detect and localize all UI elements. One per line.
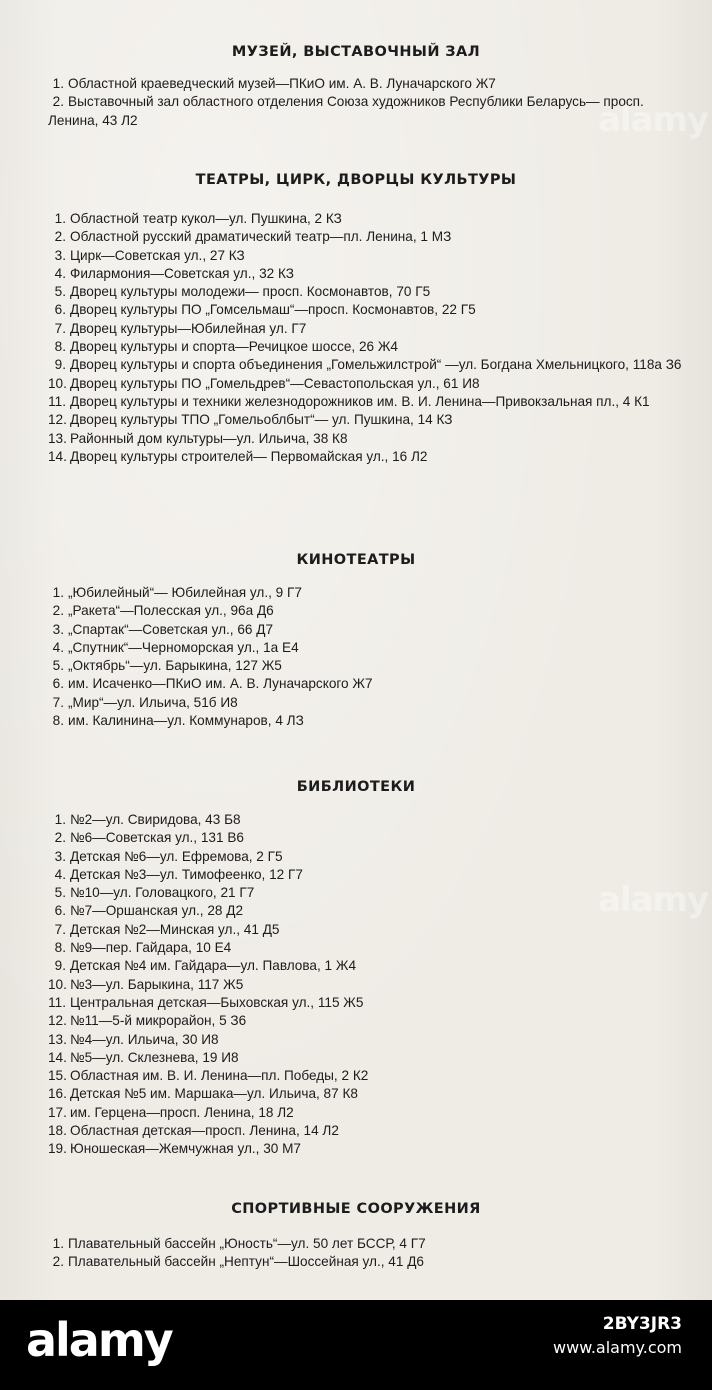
item-number: 3.	[54, 848, 66, 864]
list-item	[48, 675, 688, 693]
list-item	[48, 957, 688, 975]
item-number: 1.	[52, 585, 64, 600]
list-item	[48, 1235, 688, 1253]
section-title-sports: СПОРТИВНЫЕ СООРУЖЕНИЯ	[231, 1201, 481, 1217]
item-text: Плавательный бассейн „Нептун“—Шоссейная ул., 41 Д6	[68, 1254, 424, 1270]
section-title-museum: МУЗЕЙ, ВЫСТАВОЧНЫЙ ЗАЛ	[231, 44, 481, 60]
item-number: 5.	[54, 284, 66, 300]
list-item	[48, 1012, 688, 1030]
item-text: №5—ул. Склезнева, 19 И8	[70, 1049, 239, 1065]
item-number: 2.	[54, 229, 66, 245]
list-item	[48, 939, 688, 957]
list-item	[48, 247, 688, 265]
item-number: 5.	[52, 658, 64, 674]
site-url: www.alamy.com	[553, 1338, 682, 1357]
watermark-logo-overlay: alamy	[598, 100, 709, 140]
item-text: Выставочный зал областного отделения Союза художников Республики Беларусь— просп. Ленина, 43 Л2	[48, 94, 644, 128]
item-text: Детская №2—Минская ул., 41 Д5	[70, 921, 280, 937]
item-text: Дворец культуры ПО „Гомсельмаш“—просп. Космонавтов, 22 Г5	[70, 302, 476, 318]
item-text: „Мир“—ул. Ильича, 51б И8	[68, 694, 238, 710]
item-number: 2.	[52, 1254, 64, 1270]
item-number: 13.	[48, 430, 67, 446]
item-number: 7.	[54, 921, 66, 937]
section-title-libraries: БИБЛИОТЕКИ	[296, 779, 416, 795]
item-text: Цирк—Советская ул., 27 КЗ	[70, 247, 245, 263]
item-text: Детская №3—ул. Тимофеенко, 12 Г7	[70, 866, 303, 882]
item-text: Дворец культуры молодежи— просп. Космонавтов, 70 Г5	[70, 284, 431, 300]
section-title-theatres: ТЕАТРЫ, ЦИРК, ДВОРЦЫ КУЛЬТУРЫ	[195, 172, 517, 188]
item-number: 14.	[48, 1049, 67, 1065]
list-item	[48, 829, 688, 847]
watermark-logo-overlay: alamy	[598, 880, 709, 920]
item-text: №3—ул. Барыкина, 117 Ж5	[70, 976, 244, 992]
item-number: 1.	[54, 211, 66, 226]
item-number: 1.	[52, 76, 64, 91]
watermark-footer-bar	[0, 1300, 712, 1390]
item-number: 6.	[54, 903, 66, 919]
sports-list	[48, 1235, 688, 1272]
item-text: Дворец культуры и спорта—Речицкое шоссе, 26 Ж4	[70, 339, 398, 355]
item-text: Областной русский драматический театр—пл. Ленина, 1 МЗ	[70, 229, 452, 245]
item-number: 11.	[48, 393, 66, 409]
list-item	[48, 884, 688, 902]
item-text: Дворец культуры—Юбилейная ул. Г7	[70, 320, 307, 336]
item-text: Дворец культуры ТПО „Гомельоблбыт“— ул. Пушкина, 14 КЗ	[70, 412, 453, 428]
list-item	[48, 1253, 688, 1271]
item-number: 9.	[54, 958, 66, 974]
item-number: 12.	[48, 412, 67, 428]
list-item	[48, 320, 688, 338]
item-text: Дворец культуры и спорта объединения „Гомельжилстрой“ —ул. Богдана Хмельницкого, 118а З6	[70, 357, 682, 373]
item-text: Районный дом культуры—ул. Ильича, 38 К8	[70, 430, 348, 446]
list-item	[48, 375, 688, 393]
item-number: 4.	[52, 639, 64, 655]
list-item	[48, 1031, 688, 1049]
item-text: Областной краеведческий музей—ПКиО им. А. В. Луначарского Ж7	[68, 76, 496, 91]
item-number: 7.	[54, 320, 66, 336]
list-item	[48, 639, 688, 657]
item-text: Детская №6—ул. Ефремова, 2 Г5	[70, 848, 283, 864]
list-item	[48, 1049, 688, 1067]
item-number: 13.	[48, 1031, 67, 1047]
item-text: „Спутник“—Черноморская ул., 1а Е4	[68, 639, 299, 655]
list-item	[48, 1085, 688, 1103]
list-item	[48, 411, 688, 429]
list-item	[48, 921, 688, 939]
item-number: 10.	[48, 375, 67, 391]
item-number: 1.	[52, 1236, 64, 1251]
list-item	[48, 265, 688, 283]
section-title-cinemas: КИНОТЕАТРЫ	[296, 552, 416, 568]
item-text: Областной театр кукол—ул. Пушкина, 2 КЗ	[70, 211, 342, 226]
list-item	[48, 866, 688, 884]
item-number: 17.	[48, 1104, 67, 1120]
item-text: „Спартак“—Советская ул., 66 Д7	[68, 621, 274, 637]
list-item	[48, 1067, 688, 1085]
item-number: 8.	[52, 713, 64, 729]
item-text: „Октябрь“—ул. Барыкина, 127 Ж5	[68, 658, 282, 674]
item-number: 8.	[54, 339, 66, 355]
item-text: Дворец культуры строителей— Первомайская ул., 16 Л2	[70, 448, 428, 464]
list-item	[48, 584, 688, 602]
item-number: 16.	[48, 1086, 67, 1102]
item-text: №9—пер. Гайдара, 10 Е4	[70, 940, 232, 956]
item-text: им. Герцена—просп. Ленина, 18 Л2	[70, 1104, 294, 1120]
list-item	[48, 75, 688, 93]
list-item	[48, 430, 688, 448]
item-text: им. Исаченко—ПКиО им. А. В. Луначарского Ж7	[68, 676, 373, 692]
item-text: №11—5-й микрорайон, 5 З6	[70, 1013, 247, 1029]
list-item	[48, 811, 688, 829]
item-text: №2—ул. Свиридова, 43 Б8	[70, 812, 241, 827]
list-item	[48, 602, 688, 620]
item-text: Областная детская—просп. Ленина, 14 Л2	[70, 1123, 339, 1139]
list-item	[48, 657, 688, 675]
image-id: 2BY3JR3	[602, 1314, 682, 1334]
item-text: Центральная детская—Быховская ул., 115 Ж5	[70, 994, 364, 1010]
list-item	[48, 356, 688, 374]
list-item	[48, 228, 688, 246]
item-number: 1.	[54, 812, 66, 827]
item-text: Филармония—Советская ул., 32 КЗ	[70, 265, 294, 281]
item-number: 2.	[52, 603, 64, 619]
item-number: 6.	[52, 676, 64, 692]
list-item	[48, 976, 688, 994]
cinemas-list	[48, 584, 688, 730]
item-number: 4.	[54, 866, 66, 882]
item-text: „Юбилейный“— Юбилейная ул., 9 Г7	[68, 585, 302, 600]
item-text: №7—Оршанская ул., 28 Д2	[70, 903, 244, 919]
brand-logo: alamy	[26, 1313, 172, 1367]
item-text: Детская №5 им. Маршака—ул. Ильича, 87 К8	[70, 1086, 358, 1102]
libraries-list	[48, 811, 688, 1159]
item-text: Дворец культуры и техники железнодорожников им. В. И. Ленина—Привокзальная пл., 4 К1	[70, 393, 650, 409]
item-text: №4—ул. Ильича, 30 И8	[70, 1031, 219, 1047]
item-text: Плавательный бассейн „Юность“—ул. 50 лет БССР, 4 Г7	[68, 1236, 426, 1251]
item-number: 5.	[54, 885, 66, 901]
item-number: 12.	[48, 1013, 67, 1029]
list-item	[48, 712, 688, 730]
item-number: 3.	[52, 621, 64, 637]
list-item	[48, 902, 688, 920]
item-number: 8.	[54, 940, 66, 956]
list-item	[48, 448, 688, 466]
item-text: №6—Советская ул., 131 В6	[70, 830, 244, 846]
list-item	[48, 301, 688, 319]
item-number: 2.	[52, 94, 64, 110]
list-item	[48, 1140, 688, 1158]
list-item	[48, 393, 688, 411]
item-number: 10.	[48, 976, 67, 992]
item-text: Дворец культуры ПО „Гомельдрев“—Севастопольская ул., 61 И8	[70, 375, 480, 391]
museum-list	[48, 75, 688, 130]
list-item	[48, 1122, 688, 1140]
item-number: 4.	[54, 265, 66, 281]
list-item	[48, 338, 688, 356]
item-text: Юношеская—Жемчужная ул., 30 М7	[70, 1141, 301, 1157]
item-number: 19.	[48, 1141, 67, 1157]
theatres-list	[48, 210, 688, 466]
item-number: 14.	[48, 448, 67, 464]
item-number: 2.	[54, 830, 66, 846]
item-text: Детская №4 им. Гайдара—ул. Павлова, 1 Ж4	[70, 958, 356, 974]
list-item	[48, 621, 688, 639]
list-item	[48, 283, 688, 301]
list-item	[48, 210, 688, 228]
list-item	[48, 848, 688, 866]
item-text: №10—ул. Головацкого, 21 Г7	[70, 885, 255, 901]
item-text: им. Калинина—ул. Коммунаров, 4 ЛЗ	[68, 713, 304, 729]
list-item	[48, 694, 688, 712]
item-text: „Ракета“—Полесская ул., 96а Д6	[68, 603, 274, 619]
list-item	[48, 93, 688, 130]
item-number: 3.	[54, 247, 66, 263]
list-item	[48, 994, 688, 1012]
item-number: 15.	[48, 1068, 67, 1084]
item-number: 6.	[54, 302, 66, 318]
list-item	[48, 1104, 688, 1122]
item-text: Областная им. В. И. Ленина—пл. Победы, 2 К2	[70, 1068, 369, 1084]
item-number: 18.	[48, 1123, 67, 1139]
item-number: 7.	[52, 694, 64, 710]
item-number: 11.	[48, 994, 66, 1010]
item-number: 9.	[54, 357, 66, 373]
